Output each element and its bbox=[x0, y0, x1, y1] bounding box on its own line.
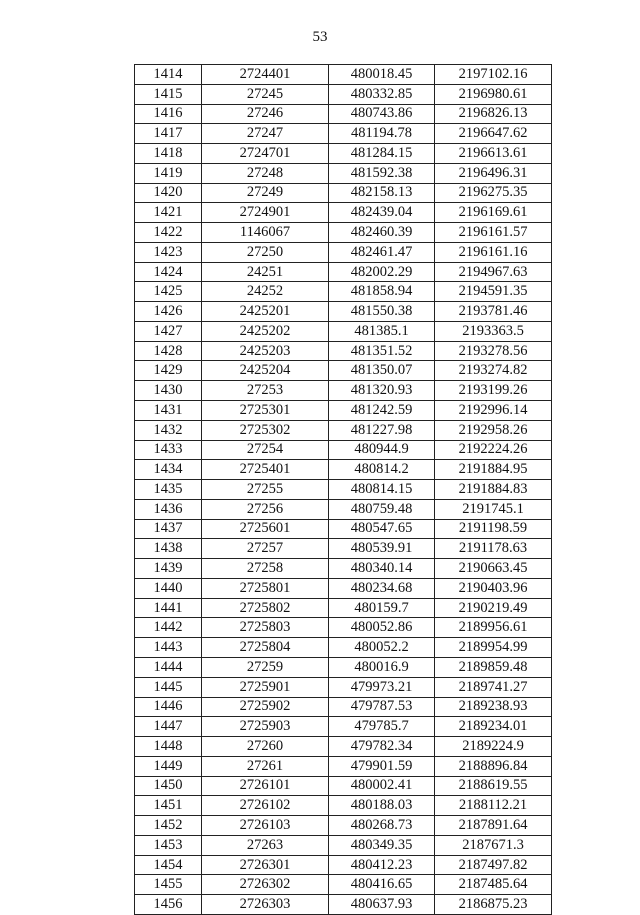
point-id-cell: 2726101 bbox=[202, 776, 329, 796]
point-id-cell: 2725302 bbox=[202, 420, 329, 440]
y-coordinate-cell: 2189956.61 bbox=[435, 618, 552, 638]
x-coordinate-cell: 479787.53 bbox=[329, 697, 435, 717]
y-coordinate-cell: 2192996.14 bbox=[435, 401, 552, 421]
point-id-cell: 2425204 bbox=[202, 361, 329, 381]
point-number-cell: 1453 bbox=[135, 835, 202, 855]
table-row bbox=[135, 618, 552, 638]
y-coordinate-cell: 2196613.61 bbox=[435, 144, 552, 164]
table-row bbox=[135, 124, 552, 144]
point-number-cell: 1440 bbox=[135, 578, 202, 598]
x-coordinate-cell: 480234.68 bbox=[329, 578, 435, 598]
x-coordinate-cell: 481227.98 bbox=[329, 420, 435, 440]
table-row bbox=[135, 875, 552, 895]
point-number-cell: 1423 bbox=[135, 242, 202, 262]
table-row bbox=[135, 302, 552, 322]
point-number-cell: 1426 bbox=[135, 302, 202, 322]
point-id-cell: 2725401 bbox=[202, 460, 329, 480]
table-row bbox=[135, 65, 552, 85]
table-row bbox=[135, 341, 552, 361]
table-row bbox=[135, 796, 552, 816]
x-coordinate-cell: 482002.29 bbox=[329, 262, 435, 282]
point-number-cell: 1437 bbox=[135, 519, 202, 539]
y-coordinate-cell: 2193274.82 bbox=[435, 361, 552, 381]
x-coordinate-cell: 480637.93 bbox=[329, 895, 435, 915]
table-row bbox=[135, 855, 552, 875]
y-coordinate-cell: 2194967.63 bbox=[435, 262, 552, 282]
y-coordinate-cell: 2196169.61 bbox=[435, 203, 552, 223]
point-id-cell: 2725801 bbox=[202, 578, 329, 598]
point-number-cell: 1452 bbox=[135, 816, 202, 836]
point-number-cell: 1421 bbox=[135, 203, 202, 223]
x-coordinate-cell: 481242.59 bbox=[329, 401, 435, 421]
point-number-cell: 1443 bbox=[135, 638, 202, 658]
point-id-cell: 27253 bbox=[202, 381, 329, 401]
point-number-cell: 1435 bbox=[135, 480, 202, 500]
x-coordinate-cell: 480416.65 bbox=[329, 875, 435, 895]
x-coordinate-cell: 480188.03 bbox=[329, 796, 435, 816]
x-coordinate-cell: 480159.7 bbox=[329, 598, 435, 618]
x-coordinate-cell: 480412.23 bbox=[329, 855, 435, 875]
y-coordinate-cell: 2191198.59 bbox=[435, 519, 552, 539]
point-id-cell: 24251 bbox=[202, 262, 329, 282]
point-id-cell: 27250 bbox=[202, 242, 329, 262]
point-id-cell: 27245 bbox=[202, 84, 329, 104]
y-coordinate-cell: 2196826.13 bbox=[435, 104, 552, 124]
x-coordinate-cell: 480547.65 bbox=[329, 519, 435, 539]
point-id-cell: 2725901 bbox=[202, 677, 329, 697]
point-number-cell: 1448 bbox=[135, 737, 202, 757]
point-id-cell: 2724401 bbox=[202, 65, 329, 85]
y-coordinate-cell: 2193781.46 bbox=[435, 302, 552, 322]
point-number-cell: 1432 bbox=[135, 420, 202, 440]
page-number: 53 bbox=[312, 29, 328, 45]
point-number-cell: 1449 bbox=[135, 756, 202, 776]
point-number-cell: 1429 bbox=[135, 361, 202, 381]
x-coordinate-cell: 481858.94 bbox=[329, 282, 435, 302]
point-id-cell: 27263 bbox=[202, 835, 329, 855]
table-row bbox=[135, 598, 552, 618]
table-row bbox=[135, 776, 552, 796]
point-number-cell: 1455 bbox=[135, 875, 202, 895]
point-number-cell: 1430 bbox=[135, 381, 202, 401]
table-row bbox=[135, 638, 552, 658]
y-coordinate-cell: 2197102.16 bbox=[435, 65, 552, 85]
point-id-cell: 27260 bbox=[202, 737, 329, 757]
point-id-cell: 2726302 bbox=[202, 875, 329, 895]
x-coordinate-cell: 480018.45 bbox=[329, 65, 435, 85]
y-coordinate-cell: 2187497.82 bbox=[435, 855, 552, 875]
y-coordinate-cell: 2188112.21 bbox=[435, 796, 552, 816]
point-id-cell: 27258 bbox=[202, 559, 329, 579]
x-coordinate-cell: 480016.9 bbox=[329, 657, 435, 677]
table-row bbox=[135, 519, 552, 539]
point-number-cell: 1446 bbox=[135, 697, 202, 717]
y-coordinate-cell: 2196275.35 bbox=[435, 183, 552, 203]
table-row bbox=[135, 697, 552, 717]
point-number-cell: 1419 bbox=[135, 163, 202, 183]
point-number-cell: 1425 bbox=[135, 282, 202, 302]
point-id-cell: 27249 bbox=[202, 183, 329, 203]
table-row bbox=[135, 480, 552, 500]
x-coordinate-cell: 481385.1 bbox=[329, 321, 435, 341]
point-number-cell: 1415 bbox=[135, 84, 202, 104]
x-coordinate-cell: 480052.86 bbox=[329, 618, 435, 638]
point-id-cell: 27257 bbox=[202, 539, 329, 559]
table-row bbox=[135, 144, 552, 164]
point-number-cell: 1442 bbox=[135, 618, 202, 638]
y-coordinate-cell: 2193199.26 bbox=[435, 381, 552, 401]
table-row bbox=[135, 242, 552, 262]
x-coordinate-cell: 480743.86 bbox=[329, 104, 435, 124]
point-number-cell: 1444 bbox=[135, 657, 202, 677]
x-coordinate-cell: 479785.7 bbox=[329, 717, 435, 737]
table-row bbox=[135, 163, 552, 183]
point-number-cell: 1427 bbox=[135, 321, 202, 341]
point-id-cell: 2725301 bbox=[202, 401, 329, 421]
y-coordinate-cell: 2189859.48 bbox=[435, 657, 552, 677]
y-coordinate-cell: 2189224.9 bbox=[435, 737, 552, 757]
table-row bbox=[135, 84, 552, 104]
point-id-cell: 2726303 bbox=[202, 895, 329, 915]
y-coordinate-cell: 2192958.26 bbox=[435, 420, 552, 440]
point-id-cell: 2425203 bbox=[202, 341, 329, 361]
y-coordinate-cell: 2192224.26 bbox=[435, 440, 552, 460]
point-id-cell: 27248 bbox=[202, 163, 329, 183]
y-coordinate-cell: 2191884.83 bbox=[435, 480, 552, 500]
point-number-cell: 1414 bbox=[135, 65, 202, 85]
table-row bbox=[135, 262, 552, 282]
table-row bbox=[135, 183, 552, 203]
point-number-cell: 1418 bbox=[135, 144, 202, 164]
table-row bbox=[135, 499, 552, 519]
point-number-cell: 1424 bbox=[135, 262, 202, 282]
x-coordinate-cell: 481351.52 bbox=[329, 341, 435, 361]
point-id-cell: 27256 bbox=[202, 499, 329, 519]
y-coordinate-cell: 2193363.5 bbox=[435, 321, 552, 341]
point-id-cell: 2725804 bbox=[202, 638, 329, 658]
table-row bbox=[135, 578, 552, 598]
y-coordinate-cell: 2196647.62 bbox=[435, 124, 552, 144]
x-coordinate-cell: 480002.41 bbox=[329, 776, 435, 796]
y-coordinate-cell: 2190403.96 bbox=[435, 578, 552, 598]
point-number-cell: 1441 bbox=[135, 598, 202, 618]
table-row bbox=[135, 203, 552, 223]
point-id-cell: 2726301 bbox=[202, 855, 329, 875]
table-row bbox=[135, 440, 552, 460]
table-row bbox=[135, 677, 552, 697]
point-id-cell: 27259 bbox=[202, 657, 329, 677]
table-row bbox=[135, 321, 552, 341]
point-id-cell: 1146067 bbox=[202, 223, 329, 243]
table-row bbox=[135, 420, 552, 440]
x-coordinate-cell: 480814.15 bbox=[329, 480, 435, 500]
point-number-cell: 1456 bbox=[135, 895, 202, 915]
y-coordinate-cell: 2189234.01 bbox=[435, 717, 552, 737]
y-coordinate-cell: 2187485.64 bbox=[435, 875, 552, 895]
y-coordinate-cell: 2189954.99 bbox=[435, 638, 552, 658]
x-coordinate-cell: 480539.91 bbox=[329, 539, 435, 559]
point-id-cell: 2725802 bbox=[202, 598, 329, 618]
point-number-cell: 1451 bbox=[135, 796, 202, 816]
point-id-cell: 27255 bbox=[202, 480, 329, 500]
x-coordinate-cell: 482460.39 bbox=[329, 223, 435, 243]
point-number-cell: 1450 bbox=[135, 776, 202, 796]
y-coordinate-cell: 2190663.45 bbox=[435, 559, 552, 579]
point-number-cell: 1439 bbox=[135, 559, 202, 579]
x-coordinate-cell: 479901.59 bbox=[329, 756, 435, 776]
x-coordinate-cell: 482461.47 bbox=[329, 242, 435, 262]
x-coordinate-cell: 481350.07 bbox=[329, 361, 435, 381]
table-row bbox=[135, 717, 552, 737]
point-id-cell: 2726102 bbox=[202, 796, 329, 816]
point-number-cell: 1417 bbox=[135, 124, 202, 144]
y-coordinate-cell: 2187671.3 bbox=[435, 835, 552, 855]
x-coordinate-cell: 479973.21 bbox=[329, 677, 435, 697]
table-row bbox=[135, 460, 552, 480]
table-row bbox=[135, 282, 552, 302]
table-row bbox=[135, 835, 552, 855]
x-coordinate-cell: 482439.04 bbox=[329, 203, 435, 223]
x-coordinate-cell: 480268.73 bbox=[329, 816, 435, 836]
point-id-cell: 2425202 bbox=[202, 321, 329, 341]
x-coordinate-cell: 481592.38 bbox=[329, 163, 435, 183]
table-row bbox=[135, 104, 552, 124]
x-coordinate-cell: 479782.34 bbox=[329, 737, 435, 757]
table-row bbox=[135, 559, 552, 579]
point-id-cell: 27254 bbox=[202, 440, 329, 460]
x-coordinate-cell: 481550.38 bbox=[329, 302, 435, 322]
point-id-cell: 2425201 bbox=[202, 302, 329, 322]
y-coordinate-cell: 2191745.1 bbox=[435, 499, 552, 519]
y-coordinate-cell: 2186875.23 bbox=[435, 895, 552, 915]
table-row bbox=[135, 816, 552, 836]
x-coordinate-cell: 480052.2 bbox=[329, 638, 435, 658]
x-coordinate-cell: 481284.15 bbox=[329, 144, 435, 164]
x-coordinate-cell: 481194.78 bbox=[329, 124, 435, 144]
point-id-cell: 2724901 bbox=[202, 203, 329, 223]
y-coordinate-cell: 2196161.57 bbox=[435, 223, 552, 243]
point-id-cell: 2725601 bbox=[202, 519, 329, 539]
x-coordinate-cell: 480814.2 bbox=[329, 460, 435, 480]
point-number-cell: 1445 bbox=[135, 677, 202, 697]
coordinates-table bbox=[134, 64, 552, 915]
x-coordinate-cell: 481320.93 bbox=[329, 381, 435, 401]
x-coordinate-cell: 480349.35 bbox=[329, 835, 435, 855]
point-number-cell: 1434 bbox=[135, 460, 202, 480]
x-coordinate-cell: 480340.14 bbox=[329, 559, 435, 579]
y-coordinate-cell: 2193278.56 bbox=[435, 341, 552, 361]
point-number-cell: 1431 bbox=[135, 401, 202, 421]
point-number-cell: 1454 bbox=[135, 855, 202, 875]
point-number-cell: 1416 bbox=[135, 104, 202, 124]
x-coordinate-cell: 480944.9 bbox=[329, 440, 435, 460]
x-coordinate-cell: 480332.85 bbox=[329, 84, 435, 104]
y-coordinate-cell: 2191178.63 bbox=[435, 539, 552, 559]
point-id-cell: 2725803 bbox=[202, 618, 329, 638]
point-id-cell: 27247 bbox=[202, 124, 329, 144]
point-id-cell: 24252 bbox=[202, 282, 329, 302]
y-coordinate-cell: 2196161.16 bbox=[435, 242, 552, 262]
y-coordinate-cell: 2188619.55 bbox=[435, 776, 552, 796]
point-id-cell: 27246 bbox=[202, 104, 329, 124]
point-number-cell: 1436 bbox=[135, 499, 202, 519]
x-coordinate-cell: 480759.48 bbox=[329, 499, 435, 519]
y-coordinate-cell: 2191884.95 bbox=[435, 460, 552, 480]
point-id-cell: 27261 bbox=[202, 756, 329, 776]
table-row bbox=[135, 401, 552, 421]
y-coordinate-cell: 2187891.64 bbox=[435, 816, 552, 836]
point-number-cell: 1433 bbox=[135, 440, 202, 460]
y-coordinate-cell: 2189238.93 bbox=[435, 697, 552, 717]
table-row bbox=[135, 657, 552, 677]
y-coordinate-cell: 2190219.49 bbox=[435, 598, 552, 618]
y-coordinate-cell: 2196980.61 bbox=[435, 84, 552, 104]
point-number-cell: 1422 bbox=[135, 223, 202, 243]
x-coordinate-cell: 482158.13 bbox=[329, 183, 435, 203]
point-id-cell: 2725903 bbox=[202, 717, 329, 737]
table-row bbox=[135, 381, 552, 401]
y-coordinate-cell: 2188896.84 bbox=[435, 756, 552, 776]
table-row bbox=[135, 223, 552, 243]
point-number-cell: 1420 bbox=[135, 183, 202, 203]
point-id-cell: 2724701 bbox=[202, 144, 329, 164]
point-id-cell: 2725902 bbox=[202, 697, 329, 717]
table-row bbox=[135, 361, 552, 381]
table-body bbox=[135, 65, 552, 915]
table-row bbox=[135, 539, 552, 559]
point-id-cell: 2726103 bbox=[202, 816, 329, 836]
point-number-cell: 1438 bbox=[135, 539, 202, 559]
table-row bbox=[135, 737, 552, 757]
y-coordinate-cell: 2189741.27 bbox=[435, 677, 552, 697]
table-row bbox=[135, 756, 552, 776]
y-coordinate-cell: 2196496.31 bbox=[435, 163, 552, 183]
point-number-cell: 1447 bbox=[135, 717, 202, 737]
y-coordinate-cell: 2194591.35 bbox=[435, 282, 552, 302]
point-number-cell: 1428 bbox=[135, 341, 202, 361]
